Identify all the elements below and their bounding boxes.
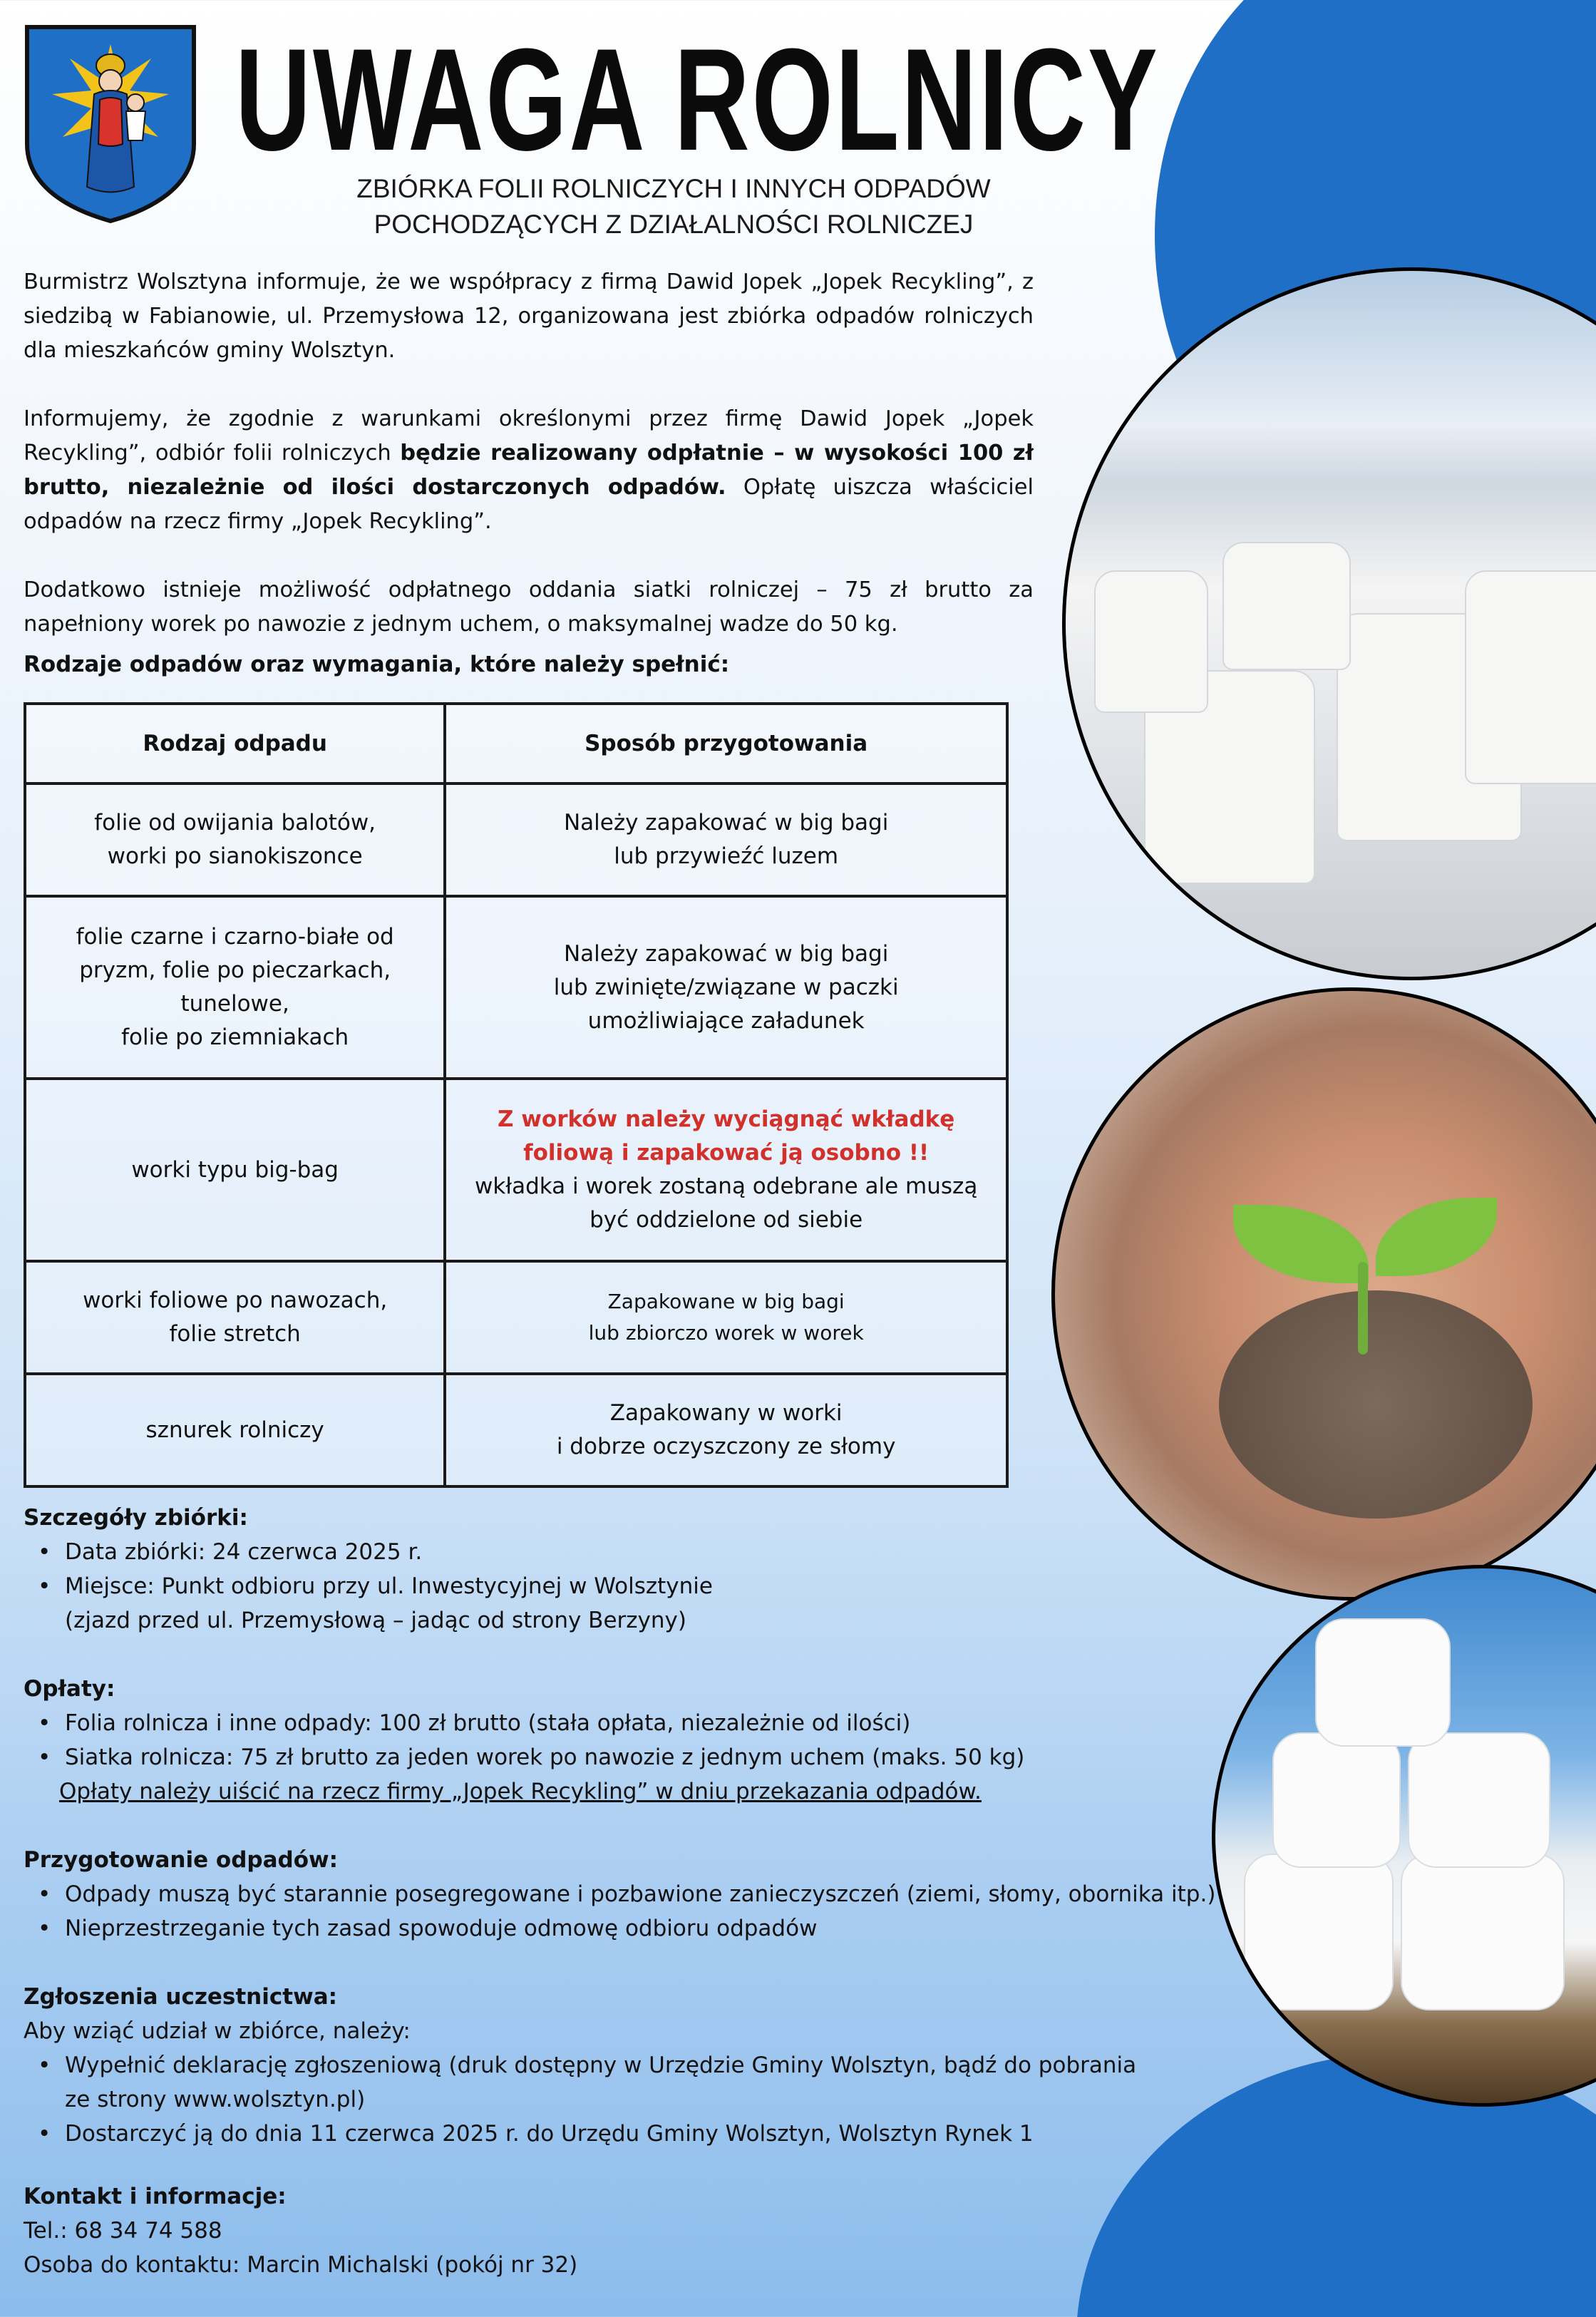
big-bag-shape <box>1465 570 1596 784</box>
table-header-cell: Rodzaj odpadu <box>25 704 445 784</box>
bale-shape <box>1401 1854 1565 2010</box>
big-bag-shape <box>1222 542 1351 670</box>
preparation-cell <box>445 896 1007 1079</box>
page-subtitle <box>249 171 1098 242</box>
table-row <box>25 896 1007 1079</box>
cell-line: Zapakowane w big bagi <box>607 1290 845 1313</box>
list-item <box>24 2048 1137 2117</box>
section-heading: Kontakt i informacje: <box>24 2184 287 2209</box>
silage-bales-photo <box>1212 1565 1596 2107</box>
warning-line: Z worków należy wyciągnąć wkładkę <box>497 1106 955 1132</box>
preparation-cell <box>445 784 1007 896</box>
list-line: • Wypełnić deklarację zgłoszeniową (druk dostępny w Urzędzie Gminy Wolsztyn, bądź do pobrania <box>65 2053 1137 2078</box>
fee-text-bold: będzie realizowany odpłatnie – w wysokości 100 zł brutto, niezależnie od ilości dostarczonych odpadów. <box>24 441 1034 500</box>
cell-line: worki foliowe po nawozach, <box>83 1288 388 1313</box>
fees-section <box>24 1672 1034 1809</box>
bale-shape <box>1315 1618 1451 1747</box>
stem-shape <box>1358 1262 1368 1355</box>
soil-shape <box>1219 1290 1533 1519</box>
list-line: (zjazd przed ul. Przemysłową – jadąc od strony Berzyny) <box>65 1608 686 1633</box>
intro-paragraph: Burmistrz Wolsztyna informuje, że we współpracy z firmą Dawid Jopek „Jopek Recykling”, z siedzibą w Fabianowie, ul. Przemysłowa 12, organizowana jest zbiórka odpadów rolniczych dla mieszkańców gminy Wolsztyn. <box>24 269 1034 363</box>
preparation-cell <box>445 1079 1007 1261</box>
list-item: • Nieprzestrzeganie tych zasad spowoduje odmowę odbioru odpadów <box>24 1911 1034 1946</box>
seedling-in-hands-photo <box>1051 987 1596 1601</box>
cell-line: folie stretch <box>169 1321 301 1347</box>
section-heading: Zgłoszenia uczestnictwa: <box>24 1984 338 2010</box>
fee-text: Informujemy, że zgodnie z warunkami określonymi przez firmę Dawid Jopek „Jopek Recykling”, odbiór folii rolniczych <box>24 406 1034 466</box>
fee-text: Opłatę uiszcza właściciel odpadów na rzecz firmy „Jopek Recykling”. <box>24 475 1034 534</box>
net-paragraph: Dodatkowo istnieje możliwość odpłatnego oddania siatki rolniczej – 75 zł brutto za napełniony worek po nawozie z jednym uchem, o maksymalnej wadze do 50 kg. <box>24 577 1034 637</box>
cell-line: lub przywieźć luzem <box>614 843 839 869</box>
table-header-cell: Sposób przygotowania <box>445 704 1007 784</box>
list-item: • Folia rolnicza i inne odpady: 100 zł brutto (stała opłata, niezależnie od ilości) <box>24 1706 1034 1740</box>
page-title: UWAGA ROLNICY <box>235 19 1160 181</box>
table-row <box>25 1374 1007 1486</box>
waste-table <box>24 702 1009 1488</box>
cell-line: sznurek rolniczy <box>145 1417 324 1443</box>
leaf-shape <box>1376 1198 1497 1276</box>
waste-type-cell <box>25 784 445 896</box>
waste-type-cell <box>25 1374 445 1486</box>
cell-line: worki typu big-bag <box>131 1156 339 1183</box>
registration-section <box>24 1980 1137 2151</box>
coat-of-arms-icon <box>23 23 198 224</box>
table-row <box>25 1079 1007 1261</box>
preparation-section <box>24 1843 1216 1946</box>
cell-line: Należy zapakować w big bagi <box>563 940 889 967</box>
contact-person: Osoba do kontaktu: Marcin Michalski (pokój nr 32) <box>24 2252 578 2278</box>
table-heading: Rodzaje odpadów oraz wymagania, które należy spełnić: <box>24 652 730 677</box>
cell-line: Należy zapakować w big bagi <box>563 810 889 836</box>
list-item <box>24 1569 1034 1638</box>
cell-line: folie od owijania balotów, <box>94 810 376 836</box>
table-header-row <box>25 704 1007 784</box>
cell-line: pryzm, folie po pieczarkach, <box>79 957 391 983</box>
contact-section <box>24 2179 1034 2282</box>
section-heading: Przygotowanie odpadów: <box>24 1847 339 1873</box>
bale-shape <box>1272 1732 1401 1868</box>
preparation-cell <box>445 1261 1007 1374</box>
subtitle-line: POCHODZĄCYCH Z DZIAŁALNOŚCI ROLNICZEJ <box>374 210 974 239</box>
cell-line: lub zwinięte/związane w paczki <box>553 974 899 1000</box>
cell-line: Zapakowany w worki <box>609 1400 843 1426</box>
waste-type-cell <box>25 896 445 1079</box>
details-section <box>24 1501 1034 1638</box>
cell-line: lub zbiorczo worek w worek <box>588 1321 864 1345</box>
cell-line: folie czarne i czarno-białe od <box>76 924 394 950</box>
list-item: • Odpady muszą być starannie posegregowane i pozbawione zanieczyszczeń (ziemi, słomy, obornika itp.) <box>24 1877 1034 1911</box>
cell-line: folie po ziemniakach <box>121 1024 349 1050</box>
bale-shape <box>1408 1732 1550 1868</box>
registration-intro: Aby wziąć udział w zbiórce, należy: <box>24 2018 411 2044</box>
preparation-cell <box>445 1374 1007 1486</box>
cell-line: wkładka i worek zostaną odebrane ale muszą <box>474 1173 978 1199</box>
big-bag-shape <box>1094 570 1208 713</box>
subtitle-line: ZBIÓRKA FOLII ROLNICZYCH I INNYCH ODPADÓW <box>356 174 991 203</box>
fee-paragraph <box>24 402 1034 539</box>
section-heading: Szczegóły zbiórki: <box>24 1505 248 1531</box>
waste-type-cell <box>25 1079 445 1261</box>
cell-line: umożliwiające załadunek <box>587 1007 865 1034</box>
contact-phone: Tel.: 68 34 74 588 <box>24 2218 222 2244</box>
bale-shape <box>1244 1854 1394 2010</box>
cell-line: tunelowe, <box>180 991 289 1017</box>
list-line: ze strony www.wolsztyn.pl) <box>65 2087 366 2112</box>
list-item: • Dostarczyć ją do dnia 11 czerwca 2025 r. do Urzędu Gminy Wolsztyn, Wolsztyn Rynek 1 <box>24 2117 1034 2151</box>
intro-section <box>24 265 1034 682</box>
cell-line: być oddzielone od siebie <box>590 1207 863 1233</box>
waste-type-cell <box>25 1261 445 1374</box>
section-heading: Opłaty: <box>24 1676 115 1702</box>
fees-note: Opłaty należy uiścić na rzecz firmy „Jopek Recykling” w dniu przekazania odpadów. <box>59 1779 982 1804</box>
cell-line: i dobrze oczyszczony ze słomy <box>556 1434 896 1459</box>
list-item: • Data zbiórki: 24 czerwca 2025 r. <box>24 1535 1034 1569</box>
big-bags-photo <box>1062 267 1596 980</box>
cell-line: worki po sianokiszonce <box>107 843 363 869</box>
table-row <box>25 784 1007 896</box>
leaf-shape <box>1233 1205 1369 1283</box>
table-row <box>25 1261 1007 1374</box>
list-line: • Miejsce: Punkt odbioru przy ul. Inwestycyjnej w Wolsztynie <box>65 1573 713 1599</box>
list-item: • Siatka rolnicza: 75 zł brutto za jeden worek po nawozie z jednym uchem (maks. 50 kg) <box>24 1740 1034 1774</box>
warning-line: foliową i zapakować ją osobno !! <box>523 1140 930 1166</box>
